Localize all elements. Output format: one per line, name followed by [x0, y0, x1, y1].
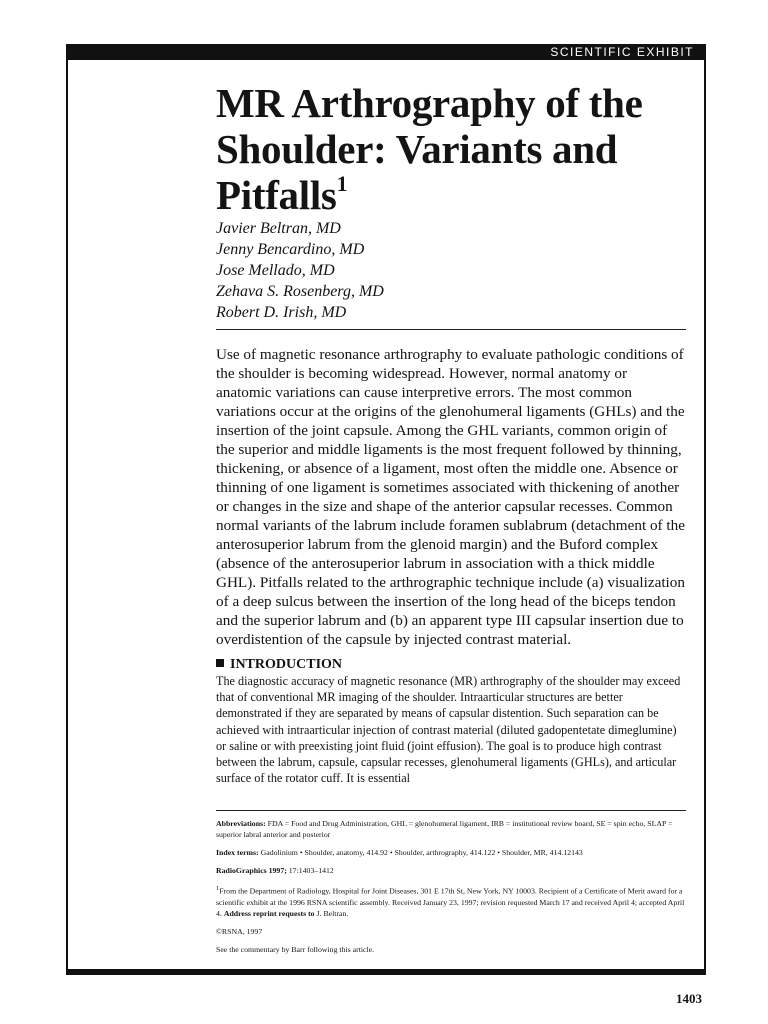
index-terms-text: Gadolinium • Shoulder, anatomy, 414.92 • Shoulder, arthrography, 414.122 • Shoulder, MR, 414.12143 [260, 848, 583, 857]
article-title-text: MR Arthrography of the Shoulder: Variants and Pitfalls [216, 80, 643, 218]
commentary-note: See the commentary by Barr following this article. [216, 944, 375, 954]
reprint-label: Address reprint requests to [223, 908, 315, 918]
index-terms [216, 847, 686, 858]
abstract-divider [216, 329, 686, 330]
bottom-rule [66, 969, 706, 975]
introduction-heading-text: INTRODUCTION [230, 657, 343, 672]
reprint-text: J. Beltran. [316, 908, 349, 918]
abbreviations [216, 818, 686, 840]
introduction-body: The diagnostic accuracy of magnetic resonance (MR) arthrography of the shoulder may exceed that of conventional MR imaging of the shoulder. Intraarticular structures are better demonstrated if they are separated by means of capsular distention. Such separation can be achieved with intraarticular injection of contrast material (diluted gadopentetate dimeglumine) or saline or with preexisting joint fluid (joint effusion). The goal is to produce high contrast between the labrum, capsule, capsular recesses, glenohumeral ligaments (GHLs), and articular surface of the rotator cuff. It is essential [216, 674, 681, 786]
introduction-heading [216, 656, 342, 674]
footnote-divider [216, 810, 686, 811]
author: Jose Mellado, MD [216, 262, 335, 279]
title-footnote-mark: 1 [336, 171, 348, 196]
author-list [216, 218, 686, 323]
author: Zehava S. Rosenberg, MD [216, 283, 384, 300]
abstract: Use of magnetic resonance arthrography to evaluate pathologic conditions of the shoulder is becoming widespread. However, normal anatomy or anatomic variations can cause interpretive errors. The most common variations occur at the origins of the glenohumeral ligaments (GHLs) and the insertion of the joint capsule. Among the GHL variants, common origin of the superior and middle ligaments is the most frequent followed by thinning, thickening, or absence of a ligament, most often the middle one. Absence or thinning of one ligament is sometimes associated with thickening of another or changes in the size and shape of the anterior capsular recesses. Common normal variants of the labrum include foramen sublabrum (detachment of the anterosuperior labrum from the glenoid margin) and the Buford complex (absence of the anterosuperior labrum in association with a thick middle GHL). Pitfalls related to the arthrographic technique include (a) visualization of a deep sulcus between the insertion of the long head of the biceps tendon and the superior labrum and (b) an apparent type III capsular insertion due to overdistention of the capsule by injected contrast material. [216, 346, 685, 648]
affiliation-text: From the Department of Radiology, Hospital for Joint Diseases, 301 E 17th St, New York, NY 10003. Recipient of a Certificate of Merit award for a scientific exhibit at the 1996 RSNA scientific assembly. Received January 23, 1997; revision requested March 17 and received April 4; accepted April 4. [216, 886, 685, 918]
journal-name: RadioGraphics 1997; [216, 866, 287, 875]
abbreviations-label: Abbreviations: [216, 819, 266, 828]
journal-citation-text: 17:1403–1412 [288, 866, 334, 875]
abbreviations-text: FDA = Food and Drug Administration, GHL = glenohumeral ligament, IRB = institutional review board, SE = spin echo, SLAP = superior labral anterior and posterior [216, 819, 673, 839]
author: Jenny Bencardino, MD [216, 241, 365, 258]
journal-citation [216, 865, 686, 876]
affiliation [216, 883, 686, 919]
footnotes [216, 818, 686, 962]
index-terms-label: Index terms: [216, 848, 259, 857]
section-bullet-icon [216, 659, 224, 667]
page-number: 1403 [676, 991, 702, 1006]
author: Javier Beltran, MD [216, 220, 341, 237]
affiliation-mark: 1 [216, 885, 220, 892]
author: Robert D. Irish, MD [216, 304, 347, 321]
copyright: ©RSNA, 1997 [216, 926, 263, 936]
section-label: SCIENTIFIC EXHIBIT [550, 45, 694, 59]
article-title [216, 80, 686, 218]
